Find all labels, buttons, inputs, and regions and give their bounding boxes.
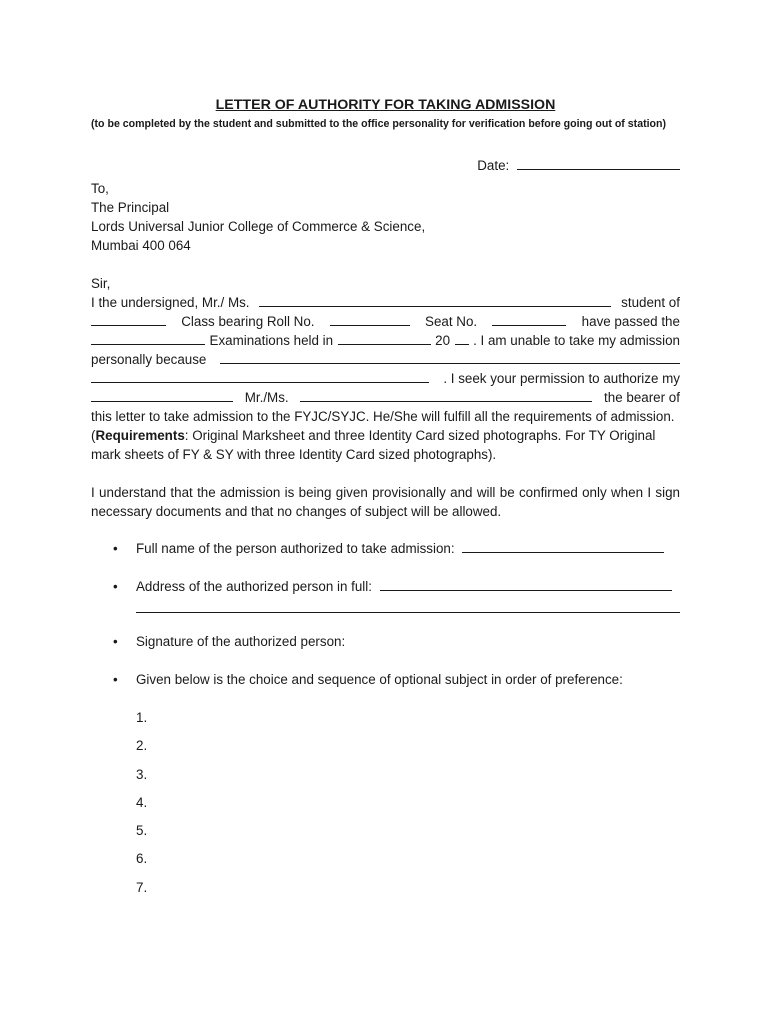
choice-item: 3. — [136, 766, 148, 782]
letter-document — [91, 95, 680, 906]
date-label: Date: — [477, 158, 510, 173]
bullet-icon: • — [113, 634, 118, 649]
choice-item: 7. — [136, 879, 148, 895]
class-field[interactable] — [91, 312, 166, 326]
bullet-icon: • — [113, 672, 118, 687]
choice-item: 5. — [136, 823, 148, 839]
bullet-full-name — [91, 539, 680, 558]
document-title: LETTER OF AUTHORITY FOR TAKING ADMISSION — [215, 97, 556, 113]
bullet-icon: • — [113, 541, 118, 556]
requirements-line — [91, 426, 680, 445]
requirements-text: : Original Marksheet and three Identity Card sized photographs. For TY Original — [184, 428, 656, 443]
examination-field[interactable] — [91, 331, 205, 345]
body-line-4 — [91, 350, 680, 369]
requirements-line-2: mark sheets of FY & SY with three Identity Card sized photographs). — [91, 447, 497, 462]
exam-month-field[interactable] — [338, 331, 431, 345]
salutation: Sir, — [91, 276, 111, 291]
recipient-address — [91, 179, 680, 255]
seat-no-field[interactable] — [492, 312, 566, 326]
student-of-text: student of — [621, 295, 680, 310]
address-to: To, — [91, 181, 109, 196]
requirements-label: Requirements — [95, 428, 185, 443]
body-line-2 — [91, 312, 680, 331]
reason-continued-field[interactable] — [91, 369, 429, 383]
roll-no-field[interactable] — [330, 312, 410, 326]
subject-choices-list — [136, 708, 680, 906]
address-label: Address of the authorized person in full: — [136, 579, 372, 594]
choice-item: 6. — [136, 851, 148, 867]
choice-item: 1. — [136, 710, 148, 725]
class-roll-text: Class bearing Roll No. — [181, 314, 315, 329]
unable-text: . I am unable to take my admission — [473, 333, 680, 348]
mr-ms-text: Mr./Ms. — [244, 390, 289, 405]
bullet-address — [91, 577, 680, 613]
authorized-name-field[interactable] — [300, 388, 592, 402]
body-line-1 — [91, 293, 680, 312]
date-field[interactable] — [517, 156, 680, 170]
reason-field[interactable] — [220, 350, 680, 364]
choice-item: 4. — [136, 794, 148, 810]
choice-label: Given below is the choice and sequence of optional subject in order of preference: — [136, 672, 623, 687]
details-list — [91, 539, 680, 689]
address-line-3: Mumbai 400 064 — [91, 238, 191, 253]
understand-paragraph: I understand that the admission is being given provisionally and will be confirmed only when I sign necessary documents and that no changes of subject will be allowed. — [91, 485, 680, 519]
undersigned-text: I the undersigned, Mr./ Ms. — [91, 295, 250, 310]
signature-label: Signature of the authorized person: — [136, 634, 346, 649]
authorized-address-field[interactable] — [380, 577, 672, 591]
exam-year-field[interactable] — [455, 331, 469, 345]
address-line-2: Lords Universal Junior College of Commerce & Science, — [91, 219, 426, 234]
authorized-full-name-field[interactable] — [462, 539, 664, 553]
personally-because-text: personally because — [91, 352, 207, 367]
student-name-field[interactable] — [259, 293, 611, 307]
choice-item: 2. — [136, 738, 148, 754]
full-name-label: Full name of the person authorized to take admission: — [136, 541, 455, 556]
body-line-6 — [91, 388, 680, 407]
req-open-paren: ( — [91, 428, 96, 443]
bullet-icon: • — [113, 579, 118, 594]
address-line-1: The Principal — [91, 200, 170, 215]
bullet-choice — [91, 670, 680, 689]
letter-body — [91, 293, 680, 464]
bearer-of-text: the bearer of — [604, 390, 680, 405]
bullet-signature — [91, 632, 680, 651]
body-line-3 — [91, 331, 680, 350]
relation-field[interactable] — [91, 388, 233, 402]
body-line-7: this letter to take admission to the FYJC/SYJC. He/She will fulfill all the requirements of admission. — [91, 409, 675, 424]
seek-permission-text: . I seek your permission to authorize my — [443, 371, 680, 386]
examinations-held-text: Examinations held in — [209, 333, 334, 348]
date-row — [91, 156, 680, 175]
have-passed-text: have passed the — [581, 314, 680, 329]
body-line-5 — [91, 369, 680, 388]
year-prefix-text: 20 — [435, 333, 451, 348]
authorized-address-field-line-2[interactable] — [136, 598, 680, 613]
document-subtitle: (to be completed by the student and submitted to the office personality for verification before going out of station) — [91, 118, 667, 130]
seat-no-text: Seat No. — [425, 314, 478, 329]
